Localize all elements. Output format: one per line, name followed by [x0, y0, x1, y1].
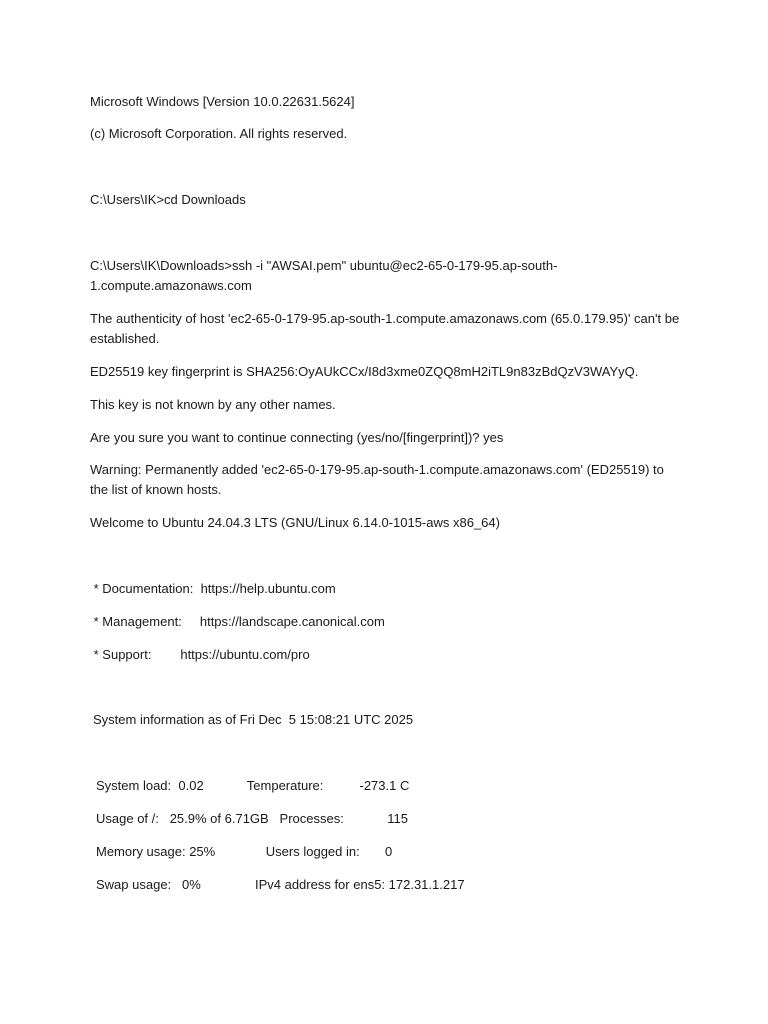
memory-usage-line: Memory usage: 25% Users logged in: 0 — [96, 844, 393, 859]
key-not-known-line: This key is not known by any other names. — [90, 397, 336, 412]
fingerprint-line: ED25519 key fingerprint is SHA256:OyAUkCCx/I8d3xme0ZQQ8mH2iTL9n83zBdQzV3WAYyQ. — [90, 364, 639, 379]
ssh-command-line: C:\Users\IK\Downloads>ssh -i "AWSAI.pem" ubuntu@ec2-65-0-179-95.ap-south-1.compute.amazonaws.com — [90, 258, 558, 293]
authenticity-line: The authenticity of host 'ec2-65-0-179-95.ap-south-1.compute.amazonaws.com (65.0.179.95)' can't be established. — [90, 311, 683, 346]
cd-command-line: C:\Users\IK>cd Downloads — [90, 192, 246, 207]
copyright-line: (c) Microsoft Corporation. All rights reserved. — [90, 126, 348, 141]
swap-usage-line: Swap usage: 0% IPv4 address for ens5: 172.31.1.217 — [96, 877, 465, 892]
welcome-line: Welcome to Ubuntu 24.04.3 LTS (GNU/Linux 6.14.0-1015-aws x86_64) — [90, 515, 500, 530]
usage-line: Usage of /: 25.9% of 6.71GB Processes: 115 — [96, 811, 408, 826]
windows-version-line: Microsoft Windows [Version 10.0.22631.5624] — [90, 94, 355, 109]
documentation-line: * Documentation: https://help.ubuntu.com — [90, 581, 336, 596]
management-line: * Management: https://landscape.canonical.com — [90, 614, 385, 629]
support-line: * Support: https://ubuntu.com/pro — [90, 647, 310, 662]
continue-prompt-line: Are you sure you want to continue connecting (yes/no/[fingerprint])? yes — [90, 430, 504, 445]
system-load-line: System load: 0.02 Temperature: -273.1 C — [96, 778, 410, 793]
system-information-line: System information as of Fri Dec 5 15:08:21 UTC 2025 — [93, 712, 414, 727]
warning-line: Warning: Permanently added 'ec2-65-0-179-95.ap-south-1.compute.amazonaws.com' (ED25519) to the list of known hosts. — [90, 462, 668, 497]
